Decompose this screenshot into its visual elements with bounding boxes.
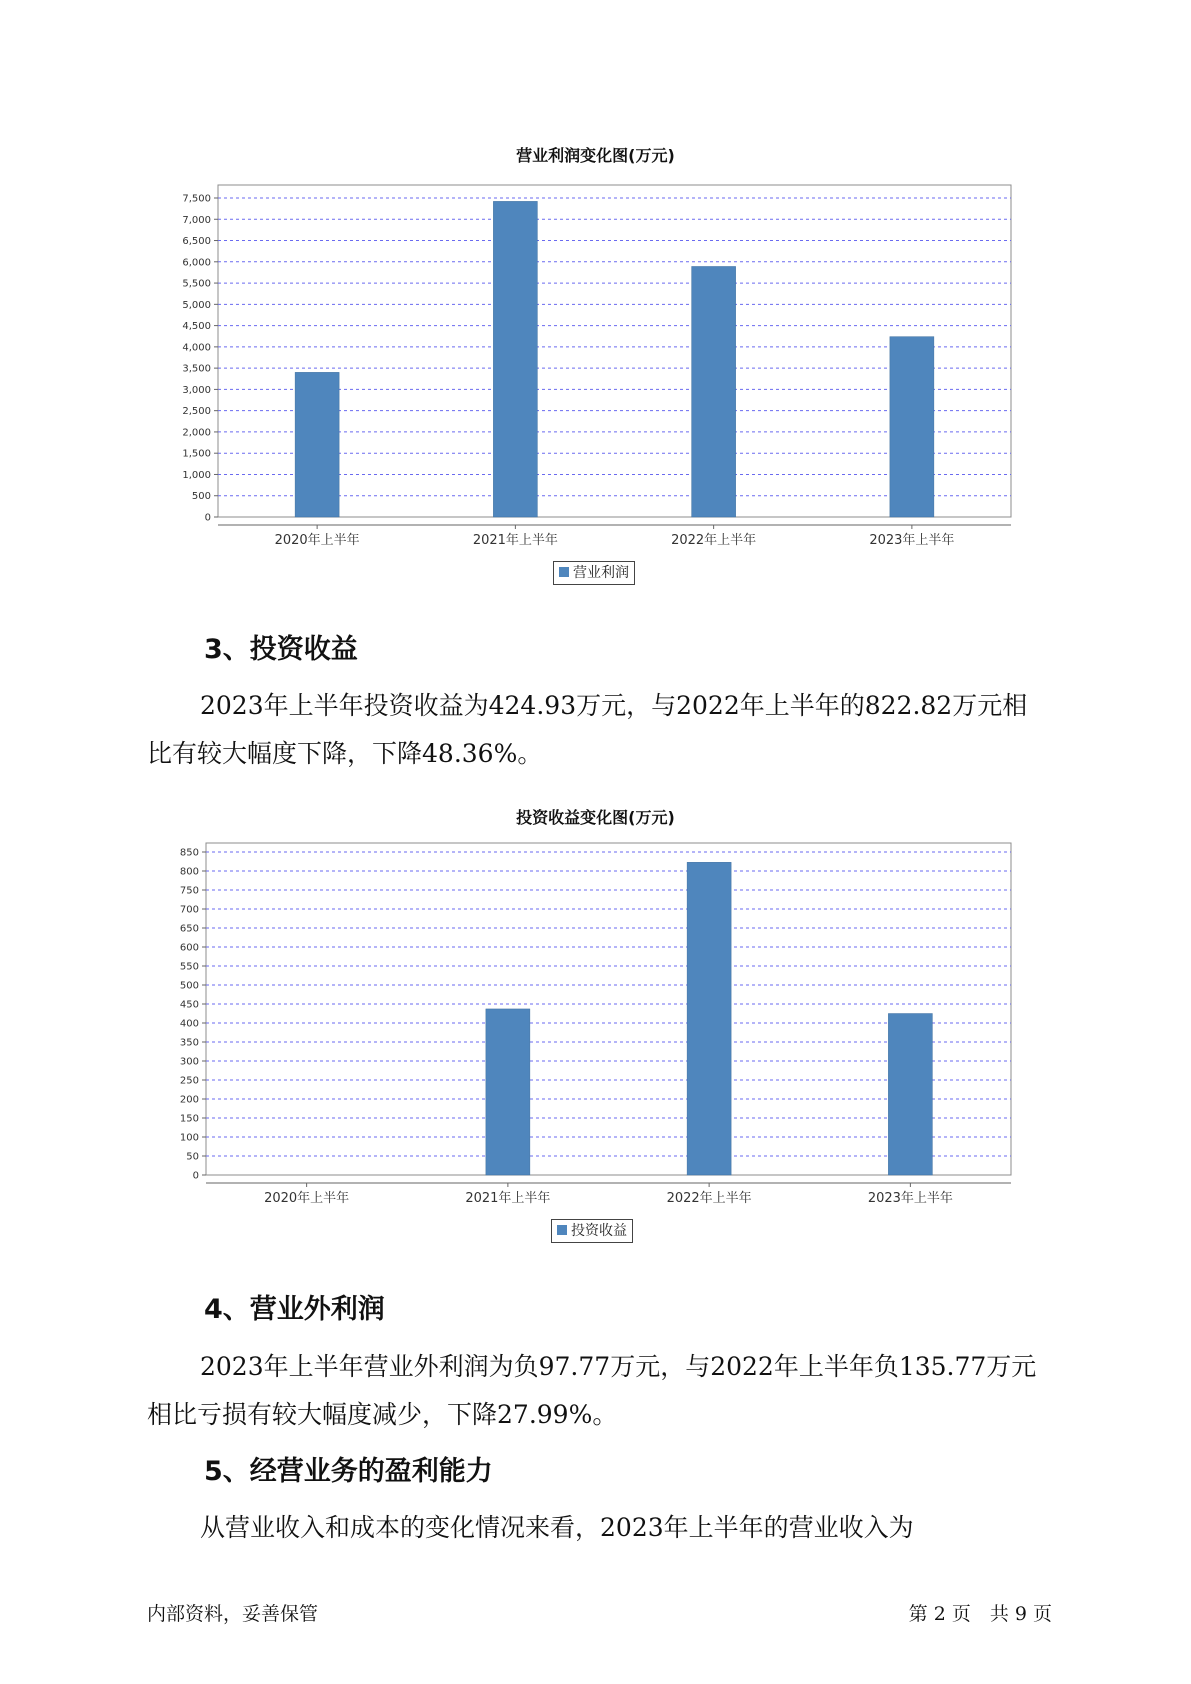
y-tick-label: 1,000	[182, 469, 211, 481]
operating-profit-chart	[0, 160, 1191, 548]
y-tick-label: 550	[179, 961, 199, 973]
y-tick-label: 4,000	[182, 342, 211, 354]
section-heading-investment-income: 3、投资收益	[204, 634, 358, 665]
y-tick-label: 5,500	[182, 278, 211, 290]
y-tick-label: 800	[179, 866, 199, 878]
legend-label: 营业利润	[573, 565, 629, 581]
y-tick-label: 5,000	[182, 299, 211, 311]
chart-legend-investment-income	[551, 1219, 633, 1243]
y-tick-label: 50	[186, 1151, 199, 1163]
chart-title-investment-income: 投资收益变化图(万元)	[516, 808, 675, 827]
y-tick-label: 700	[179, 904, 199, 916]
y-tick-label: 4,500	[182, 321, 211, 333]
section-paragraph-operating-profitability: 从营业收入和成本的变化情况来看，2023年上半年的营业收入为	[200, 1513, 914, 1542]
y-tick-label: 450	[179, 999, 199, 1011]
x-tick-label: 2022年上半年	[671, 533, 757, 548]
y-tick-label: 500	[179, 980, 199, 992]
chart-title-operating-profit: 营业利润变化图(万元)	[516, 146, 675, 165]
y-tick-label: 850	[179, 847, 199, 859]
y-tick-label: 350	[179, 1037, 199, 1049]
x-tick-label: 2020年上半年	[274, 533, 360, 548]
y-tick-label: 500	[191, 491, 211, 503]
y-tick-label: 7,000	[182, 214, 211, 226]
bar-2022年上半年	[687, 862, 731, 1175]
y-tick-label: 750	[179, 885, 199, 897]
y-tick-label: 2,000	[182, 427, 211, 439]
x-tick-label: 2021年上半年	[472, 533, 558, 548]
bar-2023年上半年	[888, 1014, 932, 1175]
y-tick-label: 0	[204, 512, 211, 524]
legend-swatch	[559, 567, 569, 577]
y-tick-label: 3,000	[182, 384, 211, 396]
y-tick-label: 1,500	[182, 448, 211, 460]
x-tick-label: 2023年上半年	[869, 533, 955, 548]
y-tick-label: 3,500	[182, 363, 211, 375]
legend-swatch	[557, 1225, 567, 1235]
y-tick-label: 6,000	[182, 257, 211, 269]
chart-legend-operating-profit	[553, 561, 635, 585]
x-tick-label: 2022年上半年	[666, 1191, 752, 1206]
section-heading-non-operating-profit: 4、营业外利润	[204, 1294, 385, 1325]
section-paragraph-investment-income: 2023年上半年投资收益为424.93万元，与2022年上半年的822.82万元相比有较大幅度下降，下降48.36%。	[147, 691, 1028, 768]
y-tick-label: 400	[179, 1018, 199, 1030]
y-tick-label: 6,500	[182, 236, 211, 248]
y-tick-label: 2,500	[182, 406, 211, 418]
y-tick-label: 650	[179, 923, 199, 935]
investment-income-chart	[0, 830, 1191, 1206]
footer-confidential-note: 内部资料，妥善保管	[147, 1603, 319, 1625]
y-tick-label: 100	[179, 1132, 199, 1144]
y-tick-label: 300	[179, 1056, 199, 1068]
section-paragraph-non-operating-profit: 2023年上半年营业外利润为负97.77万元，与2022年上半年负135.77万元相比亏损有较大幅度减少，下降27.99%。	[147, 1352, 1037, 1429]
footer-page-number: 第 2 页 共 9 页	[908, 1603, 1052, 1625]
x-tick-label: 2023年上半年	[867, 1191, 953, 1206]
bar-2020年上半年	[295, 372, 339, 517]
bar-2021年上半年	[493, 201, 537, 517]
bar-2021年上半年	[486, 1009, 530, 1175]
y-tick-label: 600	[179, 942, 199, 954]
section-heading-operating-profitability: 5、经营业务的盈利能力	[204, 1456, 493, 1487]
y-tick-label: 150	[179, 1113, 199, 1125]
y-tick-label: 200	[179, 1094, 199, 1106]
x-tick-label: 2021年上半年	[465, 1191, 551, 1206]
y-tick-label: 250	[179, 1075, 199, 1087]
y-tick-label: 0	[192, 1170, 199, 1182]
y-tick-label: 7,500	[182, 193, 211, 205]
bar-2023年上半年	[890, 337, 934, 517]
x-tick-label: 2020年上半年	[264, 1191, 350, 1206]
legend-label: 投资收益	[571, 1223, 627, 1239]
bar-2022年上半年	[692, 266, 736, 517]
